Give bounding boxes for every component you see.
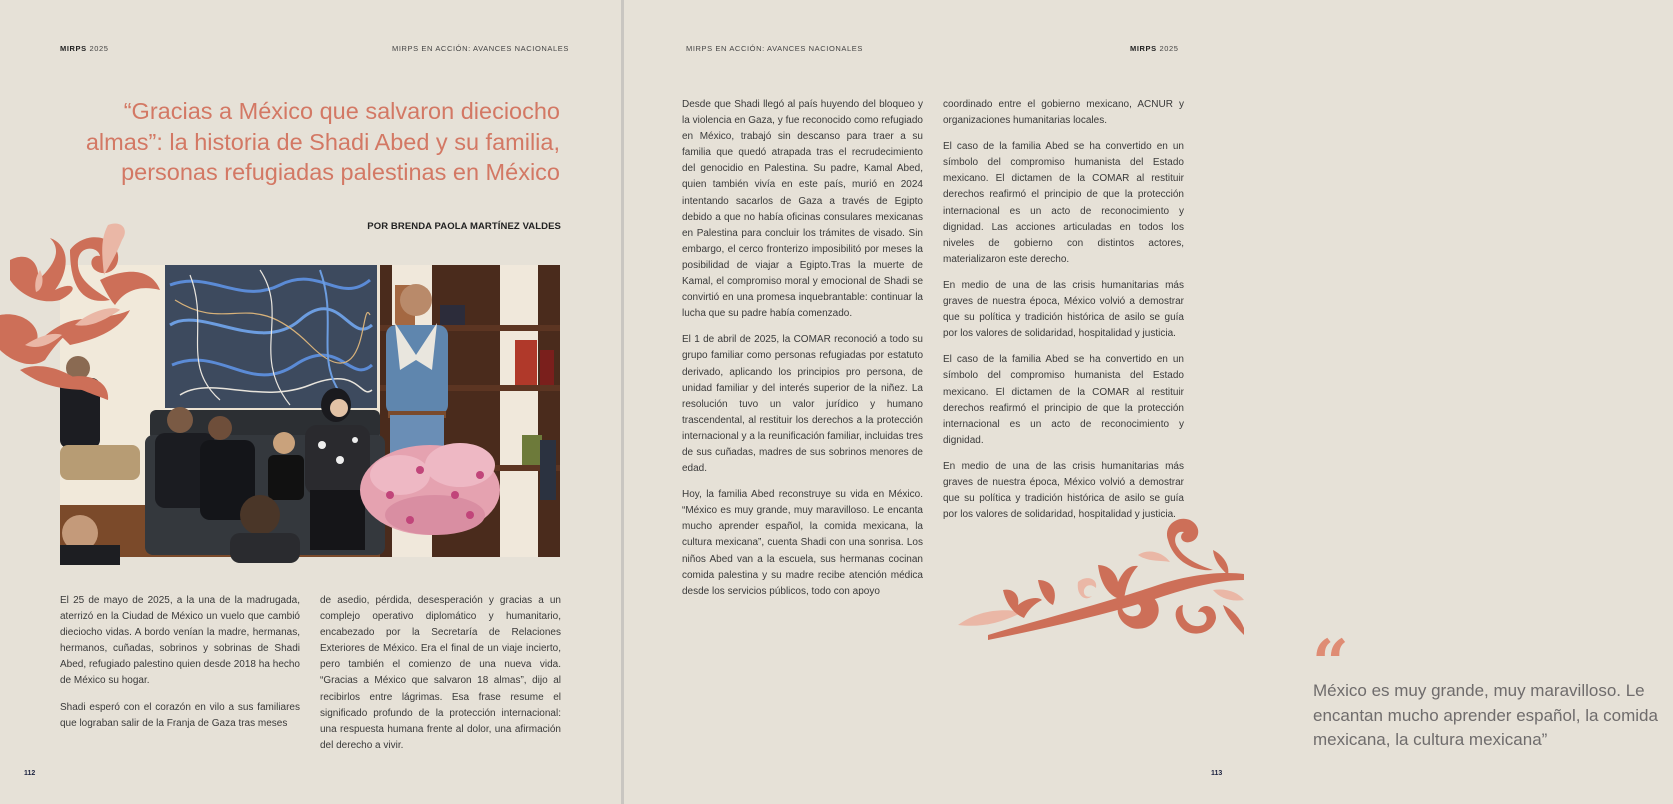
floral-ornament-icon <box>0 220 165 395</box>
running-head-section: MIRPS EN ACCIÓN: AVANCES NACIONALES <box>686 44 864 53</box>
paragraph: El caso de la familia Abed se ha convertido en un símbolo del compromiso humanista del Estado mexicano. El dictamen de la COMAR al restituir derechos reafirmó el principio de que la protección internacional es un acto de reconocimiento y dignidad. <box>943 354 1184 446</box>
running-head-brand <box>60 44 109 53</box>
running-head-brand <box>1130 44 1179 53</box>
left-column-1 <box>60 593 300 742</box>
running-head-section: MIRPS EN ACCIÓN: AVANCES NACIONALES <box>392 44 570 53</box>
left-page <box>0 0 621 804</box>
page-number: 112 <box>24 770 36 777</box>
year-label: 2025 <box>89 44 109 53</box>
page-number: 113 <box>1211 770 1223 777</box>
paragraph: En medio de una de las crisis humanitarias más graves de nuestra época, México volvió a demostrar que su política y tradición histórica de asilo se guía por los valores de solidaridad, hospitalidad y justicia. <box>943 279 1184 340</box>
paragraph: Shadi esperó con el corazón en vilo a sus familiares que lograban salir de la Franja de Gaza tras meses <box>60 701 300 729</box>
paragraph: El 1 de abril de 2025, la COMAR reconoció a todo su grupo familiar como personas refugiadas por estatuto derivado, aplicando los principios pro persona, de unidad familiar y del interés superior de la niñez. La resolución tuvo un valor jurídico y humano trascendental, al restituir los derechos a la protección internacional y a la reunificación familiar, incluidas tres de sus cuñadas, madres de sus sobrinos menores de edad. <box>682 334 923 475</box>
brand-label: MIRPS <box>60 44 87 53</box>
paragraph: Desde que Shadi llegó al país huyendo del bloqueo y la violencia en Gaza, y fue reconocido como refugiado en México, trabajó sin descanso para traer a su familia que quedó atrapada tras el recrudecimiento del genocidio en Palestina. Su padre, Kamal Abed, quien también vivía en este país, murió en 2024 intentando sacarlos de Gaza a través de Egipto debido a que no había oficinas consulares mexicanas en Palestina para concluir los trámites de visado. Sin embargo, el cerco fronterizo imposibilitó por meses la posibilidad de viajar a Egipto.Tras la muerte de Kamal, el compromiso moral y emocional de Shadi se convirtió en una promesa inquebrantable: continuar la lucha que su padre había comenzado. <box>682 99 923 320</box>
year-label: 2025 <box>1159 44 1179 53</box>
paragraph: de asedio, pérdida, desesperación y gracias a un complejo operativo diplomático y humanitario, encabezado por la Secretaría de Relaciones Exteriores de México. Era el final de un viaje incierto, pero también el comienzo de una nueva vida. “Gracias a México que salvaron 18 almas”, dijo al recibirlos entre lágrimas. Esa frase resume el significado profundo de la protección internacional: una respuesta humana frente al dolor, una afirmación del derecho a vivir. <box>320 595 561 751</box>
article-title: “Gracias a México que salvaron dieciocho almas”: la historia de Shadi Abed y su familia, personas refugiadas palestinas en México <box>85 98 560 185</box>
paragraph: El 25 de mayo de 2025, a la una de la madrugada, aterrizó en la Ciudad de México un vuelo que cambió dieciocho vidas. A bordo venían la madre, hermanas, hermanos, cuñadas, sobrinos y sobrinas de Shadi Abed, refugiado palestino quien desde 2018 ha hecho de México su hogar. <box>60 595 300 687</box>
byline: POR BRENDA PAOLA MARTÍNEZ VALDES <box>367 221 561 232</box>
left-column-2 <box>320 593 561 764</box>
right-column-2 <box>943 97 1184 533</box>
paragraph: En medio de una de las crisis humanitarias más graves de nuestra época, México volvió a demostrar que su política y tradición histórica de asilo se guía por los valores de solidaridad, hospitalidad y justicia. <box>943 460 1184 521</box>
brand-label: MIRPS <box>1130 44 1157 53</box>
pull-quote: México es muy grande, muy maravilloso. Le encantan mucho aprender español, la comida mexicana, la cultura mexicana” <box>1313 681 1658 749</box>
right-column-1 <box>682 97 923 610</box>
paragraph: coordinado entre el gobierno mexicano, ACNUR y organizaciones humanitarias locales. <box>943 99 1184 127</box>
open-quote-icon: “ <box>1312 626 1349 701</box>
abstract-painting <box>165 265 377 408</box>
paragraph: Hoy, la familia Abed reconstruye su vida en México. “México es muy grande, muy maravilloso. Le encanta mucho aprender español, la comida mexicana, la cultura mexicana”, cuenta Shadi con una sonrisa. Los niños Abed van a la escuela, sus hermanas cocinan comida palestina y su madre recibe atención médica desde los servicios públicos, todo con apoyo <box>682 489 923 597</box>
floral-vine-ornament-icon <box>958 510 1244 640</box>
right-page <box>624 0 1658 804</box>
paragraph: El caso de la familia Abed se ha convertido en un símbolo del compromiso humanista del Estado mexicano. El dictamen de la COMAR al restituir derechos reafirmó el principio de que la protección internacional es un acto de reconocimiento y dignidad. Las acciones articuladas en todos los niveles de gobierno con distintos actores, materializaron este derecho. <box>943 141 1184 265</box>
